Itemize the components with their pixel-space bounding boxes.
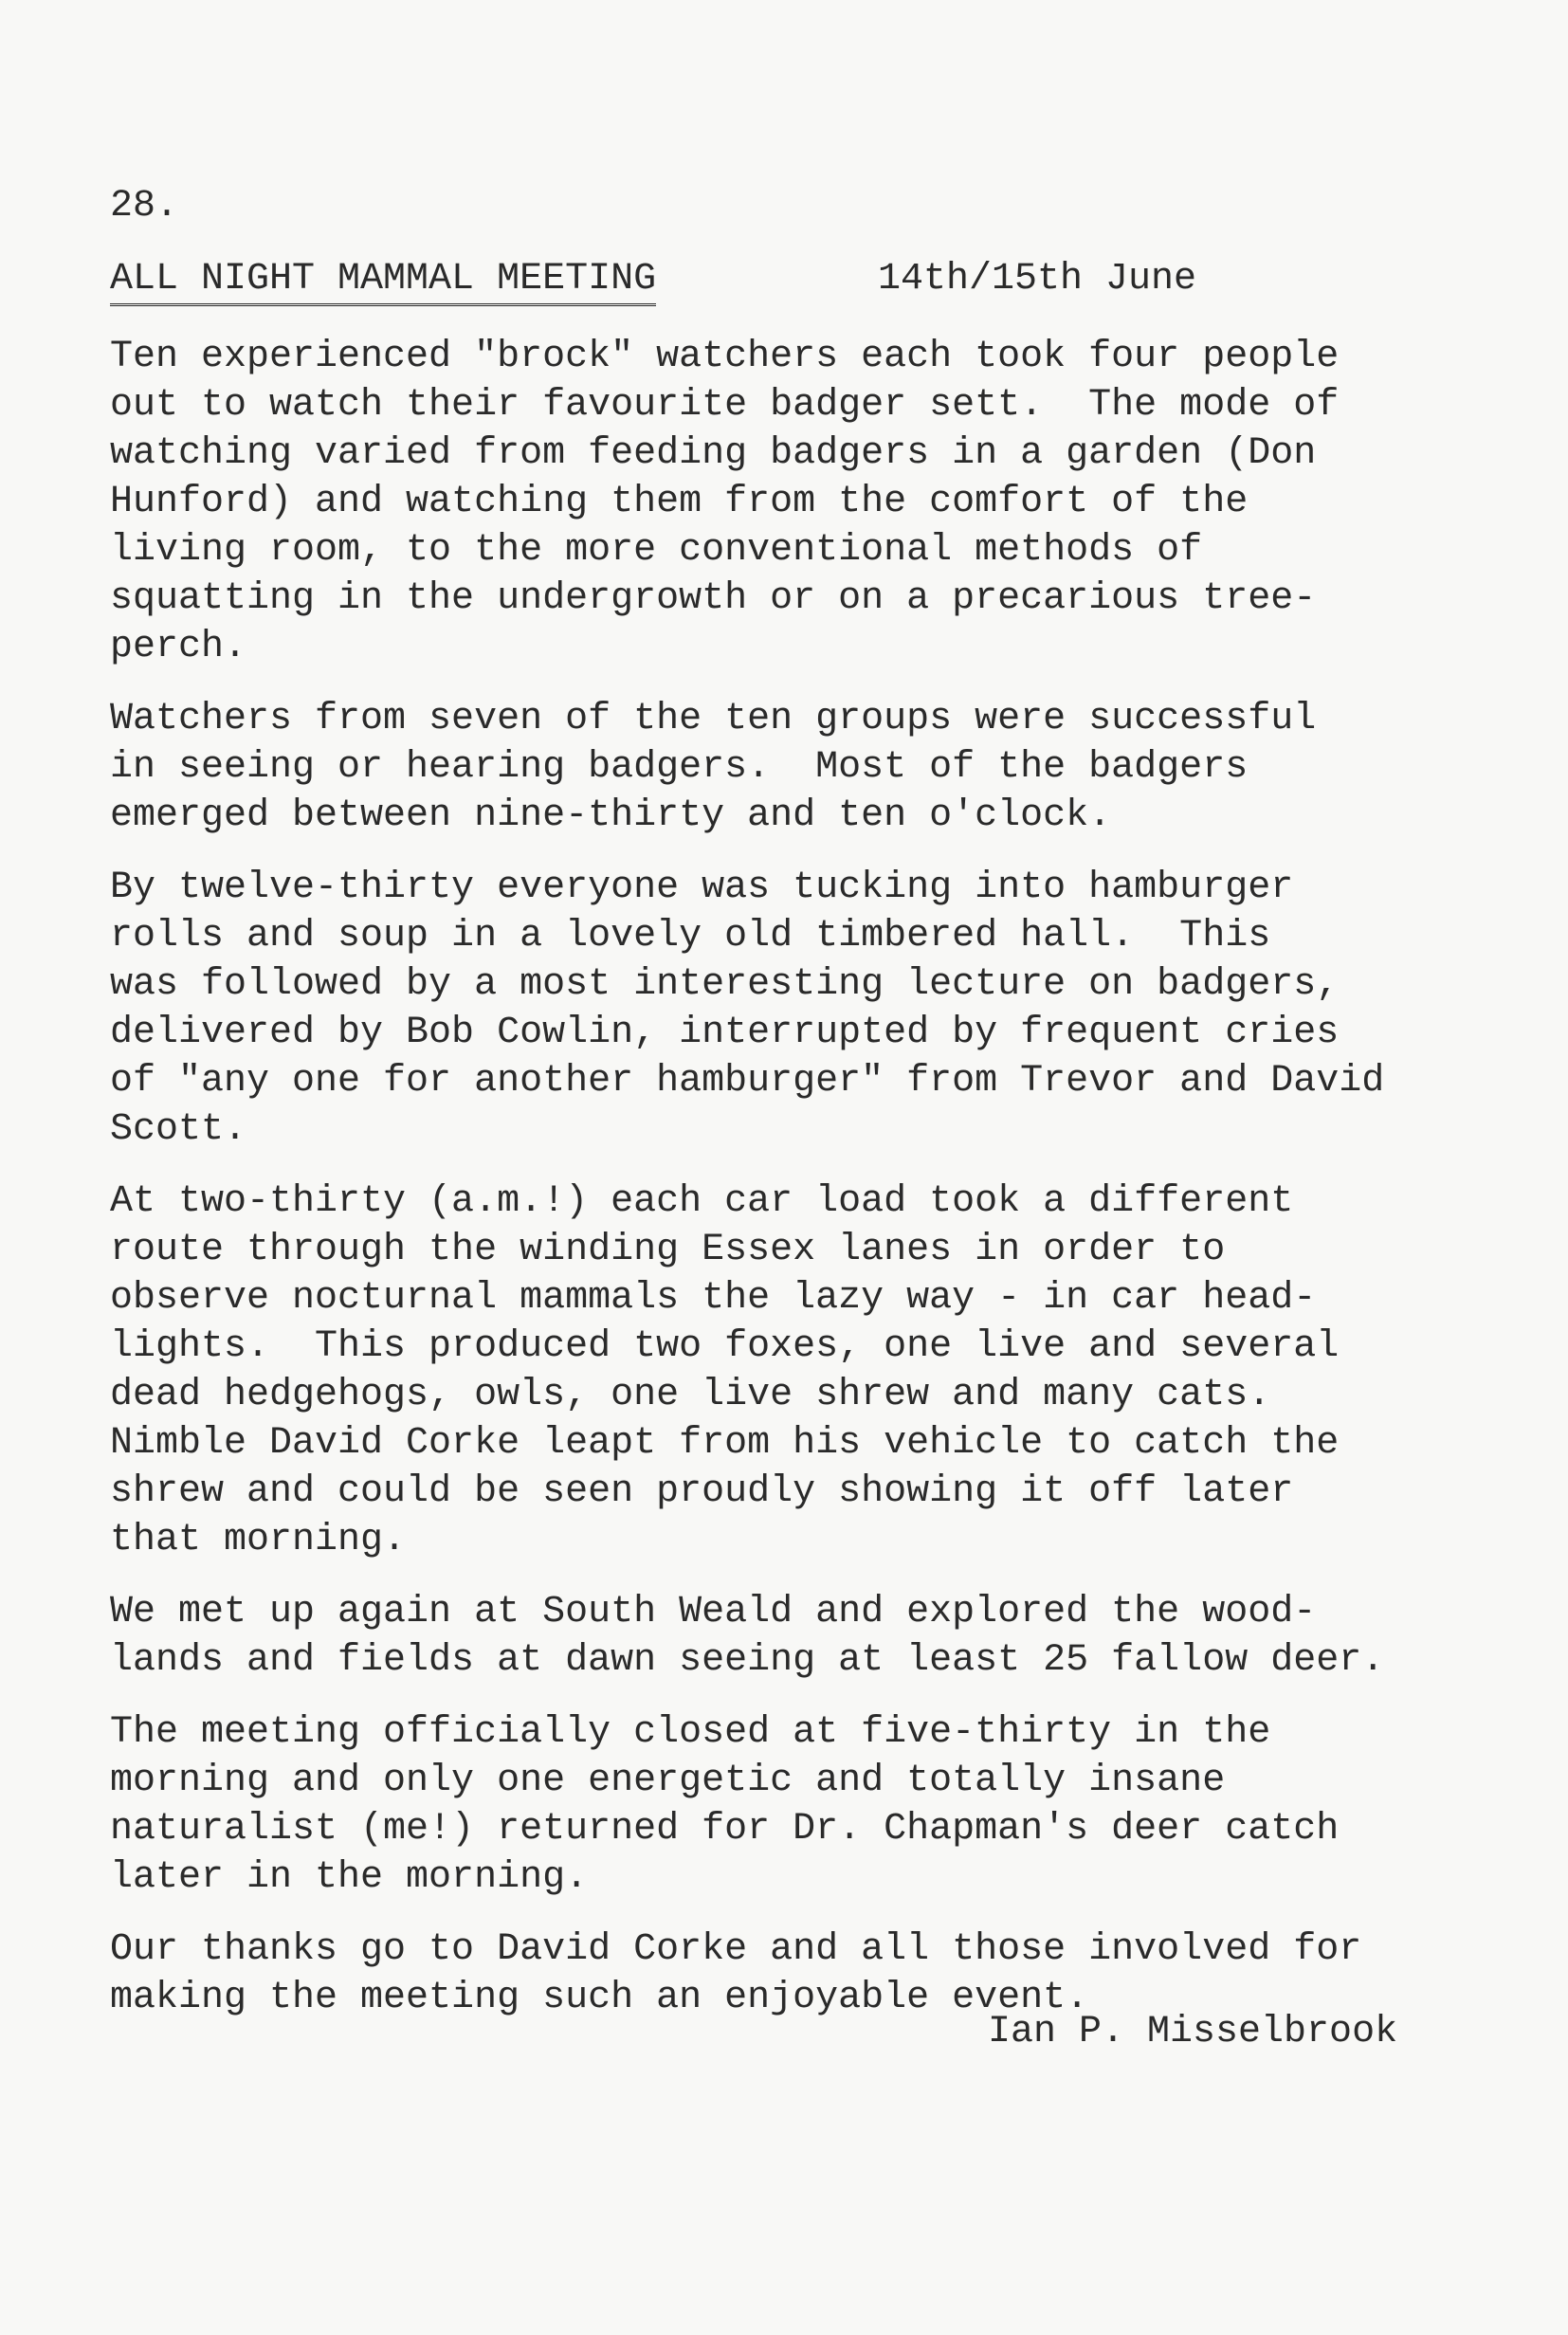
article-title: ALL NIGHT MAMMAL MEETING	[110, 258, 656, 306]
article-body	[110, 333, 1475, 2046]
page-number: 28.	[110, 185, 179, 228]
paragraph-3: By twelve-thirty everyone was tucking into hamburger rolls and soup in a lovely old timbered hall. This was followed by a most interesting lecture on badgers, delivered by Bob Cowlin, interrupted by frequent cries of "any one for another hamburger" from Trevor and David Scott.	[110, 867, 1385, 1151]
paragraph-6: The meeting officially closed at five-thirty in the morning and only one energetic and totally insane naturalist (me!) returned for Dr. Chapman's deer catch later in the morning.	[110, 1711, 1340, 1899]
article-date: 14th/15th June	[878, 258, 1197, 301]
paragraph-5: We met up again at South Weald and explored the wood- lands and fields at dawn seeing at least 25 fallow deer.	[110, 1591, 1385, 1682]
paragraph-2: Watchers from seven of the ten groups were successful in seeing or hearing badgers. Most of the badgers emerged between nine-thirty and ten o'clock.	[110, 698, 1317, 837]
article-heading	[110, 258, 1342, 315]
paragraph-1: Ten experienced "brock" watchers each took four people out to watch their favourite badger sett. The mode of watching varied from feeding badgers in a garden (Don Hunford) and watching them from the comfort of the living room, to the more conventional methods of squatting in the undergrowth or on a precarious tree- perch.	[110, 336, 1340, 668]
author-signature: Ian P. Misselbrook	[988, 2011, 1398, 2053]
paragraph-4: At two-thirty (a.m.!) each car load took a different route through the winding Essex lanes in order to observe nocturnal mammals the lazy way - in car head- lights. This produced two foxes, one live and several dead hedgehogs, owls, one live shrew and many cats. Nimble David Corke leapt from his vehicle to catch the shrew and could be seen proudly showing it off later that morning.	[110, 1180, 1340, 1561]
paragraph-7: Our thanks go to David Corke and all those involved for making the meeting such an enjoyable event.	[110, 1928, 1362, 2019]
